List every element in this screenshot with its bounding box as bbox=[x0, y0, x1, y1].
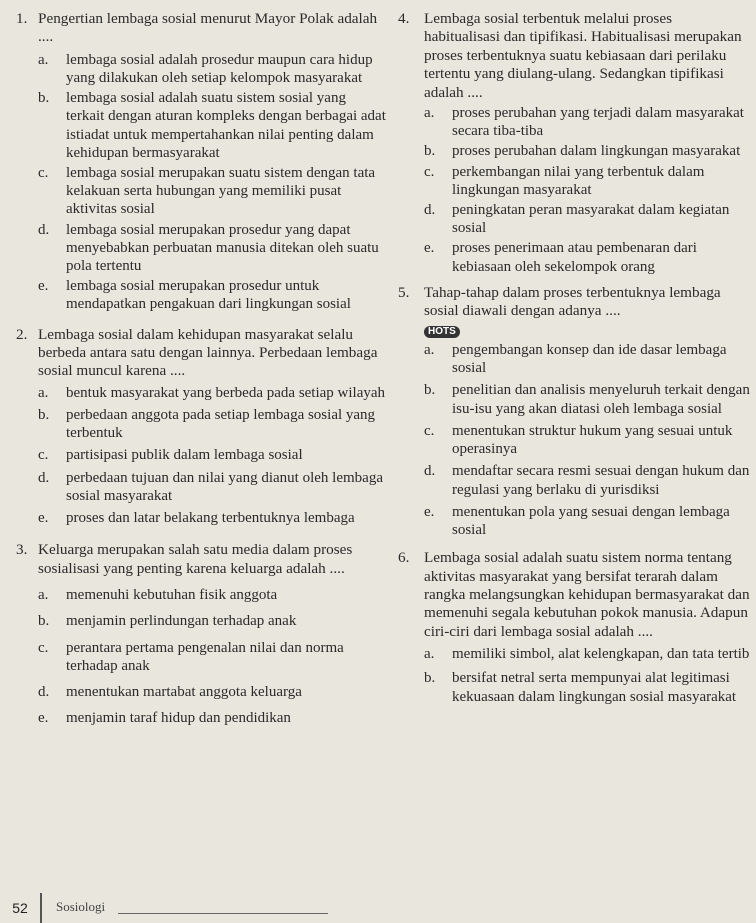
footer-rule bbox=[118, 913, 328, 914]
hots-badge-row bbox=[424, 321, 750, 339]
option-list bbox=[424, 645, 750, 706]
hots-badge: HOTS bbox=[424, 326, 460, 338]
option-a: a. memenuhi kebutuhan fisik anggota bbox=[38, 587, 278, 604]
page-number: 52 bbox=[0, 893, 42, 923]
page-footer bbox=[0, 893, 756, 923]
option-list bbox=[38, 384, 387, 527]
option-c: c. menentukan struktur hukum yang sesuai untuk operasinya bbox=[424, 422, 733, 458]
option-a: a. memiliki simbol, alat kelengkapan, dan tata tertib bbox=[424, 646, 750, 663]
question-text: Tahap-tahap dalam proses terbentuknya lembaga sosial diawali dengan adanya .... bbox=[424, 283, 721, 320]
option-d: d. lembaga sosial merupakan prosedur yang dapat menyebabkan perbuatan manusia ditekan oleh suatu pola tertentu bbox=[38, 221, 379, 275]
option-b: b. menjamin perlindungan terhadap anak bbox=[38, 613, 297, 630]
option-c: c. lembaga sosial merupakan suatu sistem dengan tata kelakuan serta hubungan yang memiliki pusat aktivitas sosial bbox=[38, 165, 376, 218]
option-b: b. perbedaan anggota pada setiap lembaga sosial yang terbentuk bbox=[38, 407, 376, 442]
option-e: e. lembaga sosial merupakan prosedur untuk mendapatkan pengakuan dari lingkungan sosial bbox=[38, 278, 351, 313]
question-1 bbox=[12, 10, 387, 314]
question-text: Lembaga sosial dalam kehidupan masyarakat selalu berbeda antara satu dengan lainnya. Perbedaan lembaga sosial muncul karena .... bbox=[38, 325, 378, 380]
option-a: a. bentuk masyarakat yang berbeda pada setiap wilayah bbox=[38, 384, 386, 401]
option-d: d. peningkatan peran masyarakat dalam kegiatan sosial bbox=[424, 202, 730, 237]
question-text: Lembaga sosial adalah suatu sistem norma tentang aktivitas masyarakat yang bersifat terarah dalam rangka melangsungkan kehidupan bermasyarakat dan memenuhi segala kebutuhan pokok manusia. Adapun ciri-ciri dari lembaga sosial adalah .... bbox=[424, 549, 750, 640]
option-e: e. proses dan latar belakang terbentuknya lembaga bbox=[38, 510, 355, 527]
option-e: e. proses penerimaan atau pembenaran dari kebiasaan oleh sekelompok orang bbox=[424, 240, 697, 275]
option-e: e. menentukan pola yang sesuai dengan lembaga sosial bbox=[424, 503, 730, 538]
subject-label: Sosiologi bbox=[56, 899, 106, 914]
option-d: d. menentukan martabat anggota keluarga bbox=[38, 683, 302, 700]
option-b: b. penelitian dan analisis menyeluruh terkait dengan isu-isu yang akan diatasi oleh lembaga sosial bbox=[424, 382, 750, 417]
option-list bbox=[424, 341, 750, 539]
option-c: c. perantara pertama pengenalan nilai dan norma terhadap anak bbox=[38, 639, 344, 674]
option-list bbox=[38, 51, 387, 314]
option-a: a. proses perubahan yang terjadi dalam masyarakat secara tiba-tiba bbox=[424, 105, 744, 140]
question-4 bbox=[398, 10, 750, 276]
question-6 bbox=[398, 549, 750, 706]
option-a: a. lembaga sosial adalah prosedur maupun cara hidup yang dilakukan oleh setiap kelompok masyarakat bbox=[38, 51, 373, 87]
question-text: Pengertian lembaga sosial menurut Mayor Polak adalah .... bbox=[38, 10, 378, 46]
question-2 bbox=[12, 326, 387, 528]
question-number: 6. bbox=[398, 549, 410, 567]
option-b: b. bersifat netral serta mempunyai alat legitimasi kekuasaan dalam lingkungan sosial masyarakat bbox=[424, 670, 737, 705]
question-number: 4. bbox=[398, 10, 410, 27]
option-c: c. perkembangan nilai yang terbentuk dalam lingkungan masyarakat bbox=[424, 163, 705, 198]
left-column bbox=[12, 10, 387, 727]
question-5 bbox=[398, 284, 750, 539]
question-text: Keluarga merupakan salah satu media dalam proses sosialisasi yang penting karena keluarga adalah .... bbox=[38, 541, 353, 577]
option-list bbox=[38, 586, 387, 727]
option-d: d. mendaftar secara resmi sesuai dengan hukum dan regulasi yang berlaku di yurisdiksi bbox=[424, 463, 750, 498]
option-list bbox=[424, 104, 750, 276]
option-d: d. perbedaan tujuan dan nilai yang dianut oleh lembaga sosial masyarakat bbox=[38, 469, 383, 504]
option-a: a. pengembangan konsep dan ide dasar lembaga sosial bbox=[424, 342, 727, 377]
right-column bbox=[398, 10, 750, 706]
option-e: e. menjamin taraf hidup dan pendidikan bbox=[38, 710, 291, 727]
question-number: 5. bbox=[398, 283, 410, 301]
option-b: b. proses perubahan dalam lingkungan masyarakat bbox=[424, 143, 741, 160]
option-b: b. lembaga sosial adalah suatu sistem sosial yang terkait dengan aturan kompleks dengan berbagai adat istiadat untuk mempertahankan nilai penting dalam kehidupan bermasyarakat bbox=[38, 90, 386, 161]
question-text: Lembaga sosial terbentuk melalui proses habitualisasi dan tipifikasi. Habitualisasi merupakan proses terbentuknya suatu kebiasaan dari perilaku tertentu yang diulang-ulang. Sedangkan tipifikasi adalah .... bbox=[424, 10, 742, 101]
option-c: c. partisipasi publik dalam lembaga sosial bbox=[38, 447, 303, 464]
question-3 bbox=[12, 541, 387, 727]
question-number: 1. bbox=[16, 10, 28, 27]
question-number: 3. bbox=[16, 541, 28, 559]
question-number: 2. bbox=[16, 325, 28, 343]
